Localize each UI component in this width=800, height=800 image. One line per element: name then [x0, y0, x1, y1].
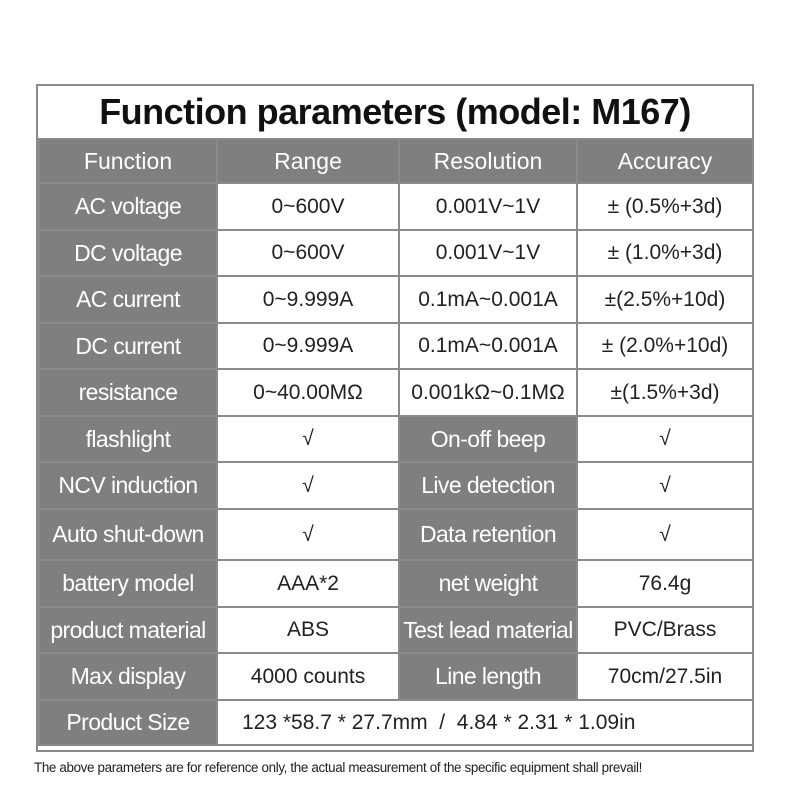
feature-value: AAA*2 — [217, 560, 399, 607]
range-value: 0~9.999A — [217, 323, 399, 369]
feature-value: 70cm/27.5in — [577, 653, 753, 700]
table-row — [39, 369, 753, 416]
footnote: The above parameters are for reference only, the actual measurement of the specific equipment shall prevail! — [34, 760, 643, 775]
column-header: Accuracy — [577, 139, 753, 183]
product-size-value: 123 *58.7 * 27.7mm / 4.84 * 2.31 * 1.09in — [217, 700, 753, 745]
table-row — [39, 276, 753, 323]
feature-value: √ — [217, 416, 399, 462]
feature-value: 76.4g — [577, 560, 753, 607]
table-row — [39, 462, 753, 509]
function-name: AC current — [39, 276, 217, 323]
resolution-value: 0.1mA~0.001A — [399, 323, 577, 369]
product-size-label: Product Size — [39, 700, 217, 745]
resolution-value: 0.001V~1V — [399, 183, 577, 230]
table-row — [39, 230, 753, 276]
feature-label: Max display — [39, 653, 217, 700]
table-row — [39, 509, 753, 560]
table-row — [39, 653, 753, 700]
feature-label: net weight — [399, 560, 577, 607]
feature-label: battery model — [39, 560, 217, 607]
feature-label: Auto shut-down — [39, 509, 217, 560]
feature-label: NCV induction — [39, 462, 217, 509]
feature-value: √ — [217, 462, 399, 509]
range-value: 0~9.999A — [217, 276, 399, 323]
accuracy-value: ±(1.5%+3d) — [577, 369, 753, 416]
accuracy-value: ±(2.5%+10d) — [577, 276, 753, 323]
table-row — [39, 607, 753, 653]
feature-value: √ — [577, 462, 753, 509]
page-title: Function parameters (model: M167) — [99, 91, 691, 132]
header-row — [39, 139, 753, 183]
feature-label: Data retention — [399, 509, 577, 560]
column-header: Range — [217, 139, 399, 183]
resolution-value: 0.001V~1V — [399, 230, 577, 276]
function-name: DC voltage — [39, 230, 217, 276]
table-row — [39, 560, 753, 607]
column-header: Resolution — [399, 139, 577, 183]
range-value: 0~600V — [217, 230, 399, 276]
table-row — [39, 416, 753, 462]
function-name: DC current — [39, 323, 217, 369]
feature-label: product material — [39, 607, 217, 653]
resolution-value: 0.001kΩ~0.1MΩ — [399, 369, 577, 416]
table-row — [39, 183, 753, 230]
feature-value: ABS — [217, 607, 399, 653]
range-value: 0~600V — [217, 183, 399, 230]
feature-value: PVC/Brass — [577, 607, 753, 653]
function-name: AC voltage — [39, 183, 217, 230]
resolution-value: 0.1mA~0.001A — [399, 276, 577, 323]
product-size-row — [39, 700, 753, 745]
feature-value: 4000 counts — [217, 653, 399, 700]
accuracy-value: ± (0.5%+3d) — [577, 183, 753, 230]
table-row — [39, 323, 753, 369]
feature-value: √ — [577, 509, 753, 560]
feature-label: On-off beep — [399, 416, 577, 462]
accuracy-value: ± (1.0%+3d) — [577, 230, 753, 276]
column-header: Function — [39, 139, 217, 183]
feature-label: flashlight — [39, 416, 217, 462]
parameters-table — [38, 138, 754, 746]
function-name: resistance — [39, 369, 217, 416]
feature-label: Line length — [399, 653, 577, 700]
feature-label: Test lead material — [399, 607, 577, 653]
range-value: 0~40.00MΩ — [217, 369, 399, 416]
parameters-card — [36, 84, 754, 752]
accuracy-value: ± (2.0%+10d) — [577, 323, 753, 369]
feature-label: Live detection — [399, 462, 577, 509]
feature-value: √ — [577, 416, 753, 462]
feature-value: √ — [217, 509, 399, 560]
